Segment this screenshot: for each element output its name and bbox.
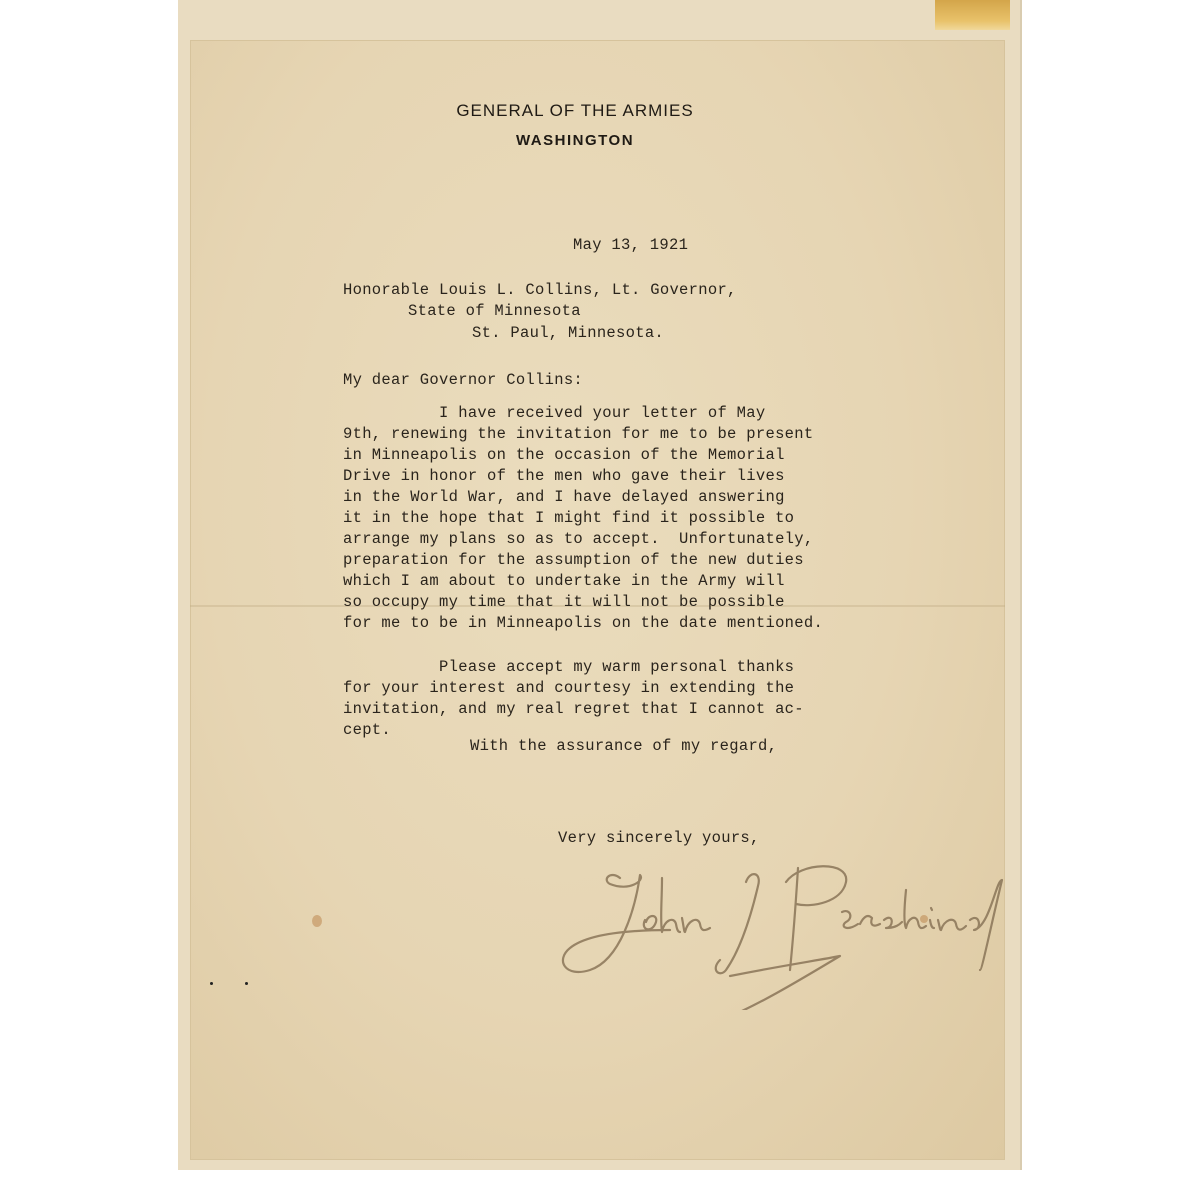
letterhead-title: GENERAL OF THE ARMIES (456, 101, 694, 120)
salutation: My dear Governor Collins: (343, 371, 584, 389)
signature (550, 820, 1010, 1010)
address-line-3: St. Paul, Minnesota. (472, 324, 665, 342)
body-paragraph-1: I have received your letter of May 9th, renewing the invitation for me to be present in Minneapolis on the occasion of the Memorial Drive in honor of the men who gave their lives in the World War, and I have delayed answering it in the hope that I might find it possible to arrange my plans so as to accept. Unfortunately, preparation for the assumption of the new duties which I am about to undertake in the Army will so occupy my time that it will not be possible for me to be in Minneapolis on the date mentioned. (343, 404, 824, 632)
letter-sheet (190, 40, 1005, 1160)
letterhead-location: WASHINGTON (515, 132, 635, 149)
assurance-line: With the assurance of my regard, (470, 737, 778, 755)
body-paragraph-2: Please accept my warm personal thanks for your interest and courtesy in extending the invitation, and my real regret that I cannot ac- cept. (343, 658, 804, 739)
foxing-spot (312, 915, 322, 927)
ink-dot (245, 982, 248, 985)
address-line-1: Honorable Louis L. Collins, Lt. Governor, (343, 281, 737, 299)
tape-strip (935, 0, 1010, 30)
closing-line: Very sincerely yours, (558, 829, 760, 847)
ink-dot (210, 982, 213, 985)
foxing-spot (920, 915, 928, 923)
letter-date: May 13, 1921 (573, 236, 689, 254)
address-line-2: State of Minnesota (408, 302, 581, 320)
